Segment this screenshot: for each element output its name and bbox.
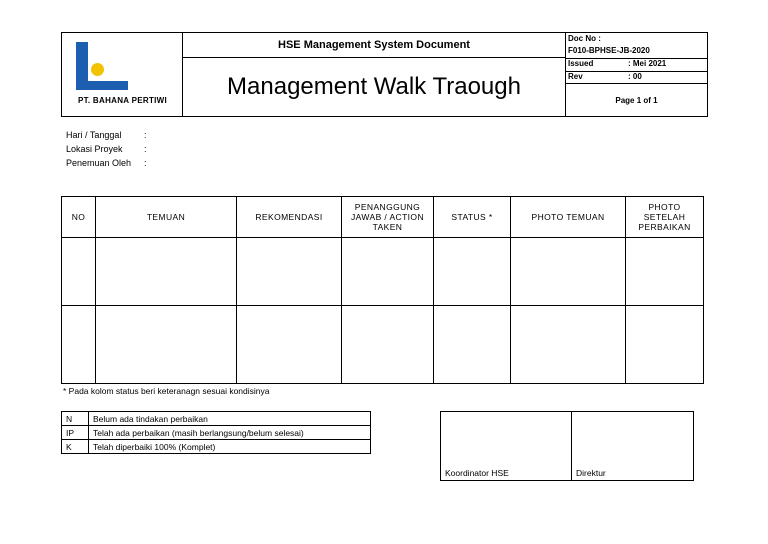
- findings-table: [61, 196, 704, 384]
- date-colon: :: [144, 130, 147, 140]
- director-signature[interactable]: Direktur: [572, 412, 694, 481]
- cell-photo-temuan[interactable]: [511, 238, 626, 306]
- company-logo-vertical-bar: [76, 42, 88, 84]
- header-rekomendasi: REKOMENDASI: [237, 197, 342, 238]
- issued-row: [566, 58, 707, 71]
- cell-temuan[interactable]: [96, 238, 237, 306]
- cell-rekomendasi[interactable]: [237, 306, 342, 384]
- signature-row: [441, 412, 694, 481]
- date-label: Hari / Tanggal: [66, 130, 122, 140]
- cell-temuan[interactable]: [96, 306, 237, 384]
- legend-row: [62, 426, 371, 440]
- cell-penanggung-jawab[interactable]: [342, 238, 434, 306]
- cell-status[interactable]: [434, 238, 511, 306]
- found-by-label: Penemuan Oleh: [66, 158, 132, 168]
- status-note: * Pada kolom status beri keteranagn sesuai kondisinya: [63, 386, 270, 396]
- table-header-row: [62, 197, 704, 238]
- legend-code: IP: [62, 426, 89, 440]
- legend-row: [62, 412, 371, 426]
- legend-code: N: [62, 412, 89, 426]
- legend-desc: Belum ada tindakan perbaikan: [89, 412, 371, 426]
- header-photo-temuan: PHOTO TEMUAN: [511, 197, 626, 238]
- header-penanggung-jawab: PENANGGUNG JAWAB / ACTION TAKEN: [342, 197, 434, 238]
- document-title: Management Walk Traough: [183, 58, 566, 116]
- coordinator-signature[interactable]: Koordinator HSE: [441, 412, 572, 481]
- company-logo-dot: [91, 63, 104, 76]
- cell-photo-temuan[interactable]: [511, 306, 626, 384]
- company-name: PT. BAHANA PERTIWI: [77, 96, 168, 105]
- header-photo-setelah: PHOTO SETELAH PERBAIKAN: [626, 197, 704, 238]
- table-row: [62, 238, 704, 306]
- legend-desc: Telah diperbaiki 100% (Komplet): [89, 440, 371, 454]
- header-no: NO: [62, 197, 96, 238]
- cell-no[interactable]: [62, 238, 96, 306]
- cell-rekomendasi[interactable]: [237, 238, 342, 306]
- issued-value: : Mei 2021: [628, 59, 667, 68]
- cell-no[interactable]: [62, 306, 96, 384]
- cell-photo-setelah[interactable]: [626, 306, 704, 384]
- table-row: [62, 306, 704, 384]
- cell-status[interactable]: [434, 306, 511, 384]
- issued-label: Issued: [568, 59, 594, 68]
- legend-row: [62, 440, 371, 454]
- rev-row: [566, 71, 707, 83]
- header-status: STATUS *: [434, 197, 511, 238]
- rev-value: : 00: [628, 72, 642, 81]
- doc-no-value: F010-BPHSE-JB-2020: [568, 46, 650, 55]
- legend-desc: Telah ada perbaikan (masih berlangsung/belum selesai): [89, 426, 371, 440]
- header-temuan: TEMUAN: [96, 197, 237, 238]
- legend-code: K: [62, 440, 89, 454]
- page-number: Page 1 of 1: [566, 83, 707, 116]
- document-header: [61, 32, 708, 117]
- location-colon: :: [144, 144, 147, 154]
- system-title: HSE Management System Document: [183, 33, 566, 58]
- doc-no-label: Doc No :: [568, 34, 601, 43]
- status-legend: [61, 411, 371, 454]
- location-label: Lokasi Proyek: [66, 144, 123, 154]
- signature-box: [440, 411, 694, 481]
- logo-cell: [62, 33, 183, 116]
- cell-penanggung-jawab[interactable]: [342, 306, 434, 384]
- company-logo-horizontal-bar: [76, 81, 128, 90]
- cell-photo-setelah[interactable]: [626, 238, 704, 306]
- rev-label: Rev: [568, 72, 583, 81]
- found-by-colon: :: [144, 158, 147, 168]
